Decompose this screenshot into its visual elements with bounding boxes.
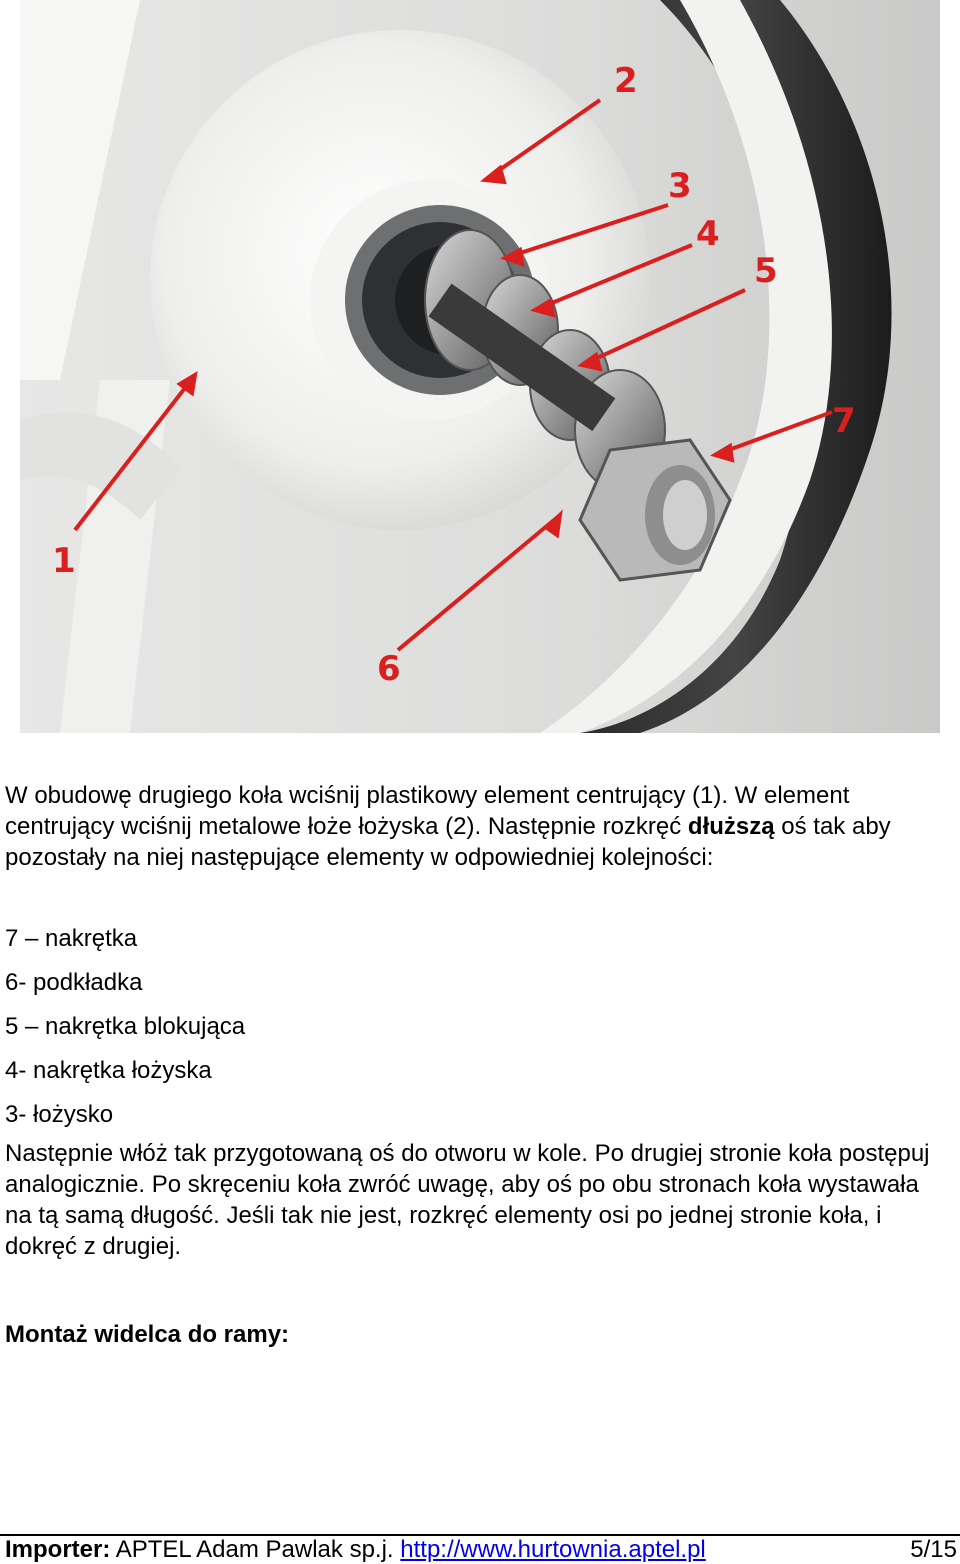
label-4: 4	[696, 214, 720, 254]
importer-label: Importer:	[5, 1536, 111, 1563]
list-item: 5 – nakrętka blokująca	[5, 1013, 246, 1040]
product-photo	[20, 0, 940, 733]
page-number: 5/15	[910, 1536, 957, 1563]
list-item: 6- podkładka	[5, 969, 143, 996]
label-1: 1	[52, 541, 76, 581]
intro-text-b: oś tak aby pozostały na niej następujące elementy w odpowiedniej kolejności:	[5, 813, 891, 871]
label-7: 7	[832, 401, 856, 441]
parts-list	[5, 917, 245, 1137]
website-link[interactable]: http://www.hurtownia.aptel.pl	[400, 1536, 706, 1563]
section-heading: Montaż widelca do ramy:	[5, 1321, 290, 1348]
list-item: 4- nakrętka łożyska	[5, 1057, 212, 1084]
company-name: APTEL Adam Pawlak sp.j.	[110, 1536, 401, 1563]
label-3: 3	[668, 166, 692, 206]
list-item: 7 – nakrętka	[5, 925, 138, 952]
intro-paragraph	[5, 780, 950, 873]
intro-bold: dłuższą	[687, 813, 775, 840]
list-item: 3- łożysko	[5, 1101, 114, 1128]
instructions-paragraph: Następnie włóż tak przygotowaną oś do otworu w kole. Po drugiej stronie koła postępuj analogicznie. Po skręceniu koła zwróć uwagę, aby oś po obu stronach koła wystawała na tą samą długość. Jeśli tak nie jest, rozkręć elementy osi po jednej stronie koła, i dokręć z drugiej.	[5, 1140, 930, 1260]
intro-text-a: W obudowę drugiego koła wciśnij plastikowy element centrujący (1). W element centrujący wciśnij metalowe łoże łożyska (2). Następnie rozkręć	[5, 782, 850, 840]
page-footer	[5, 1536, 957, 1564]
label-5: 5	[754, 251, 778, 291]
label-6: 6	[377, 649, 401, 689]
label-2: 2	[614, 61, 638, 101]
